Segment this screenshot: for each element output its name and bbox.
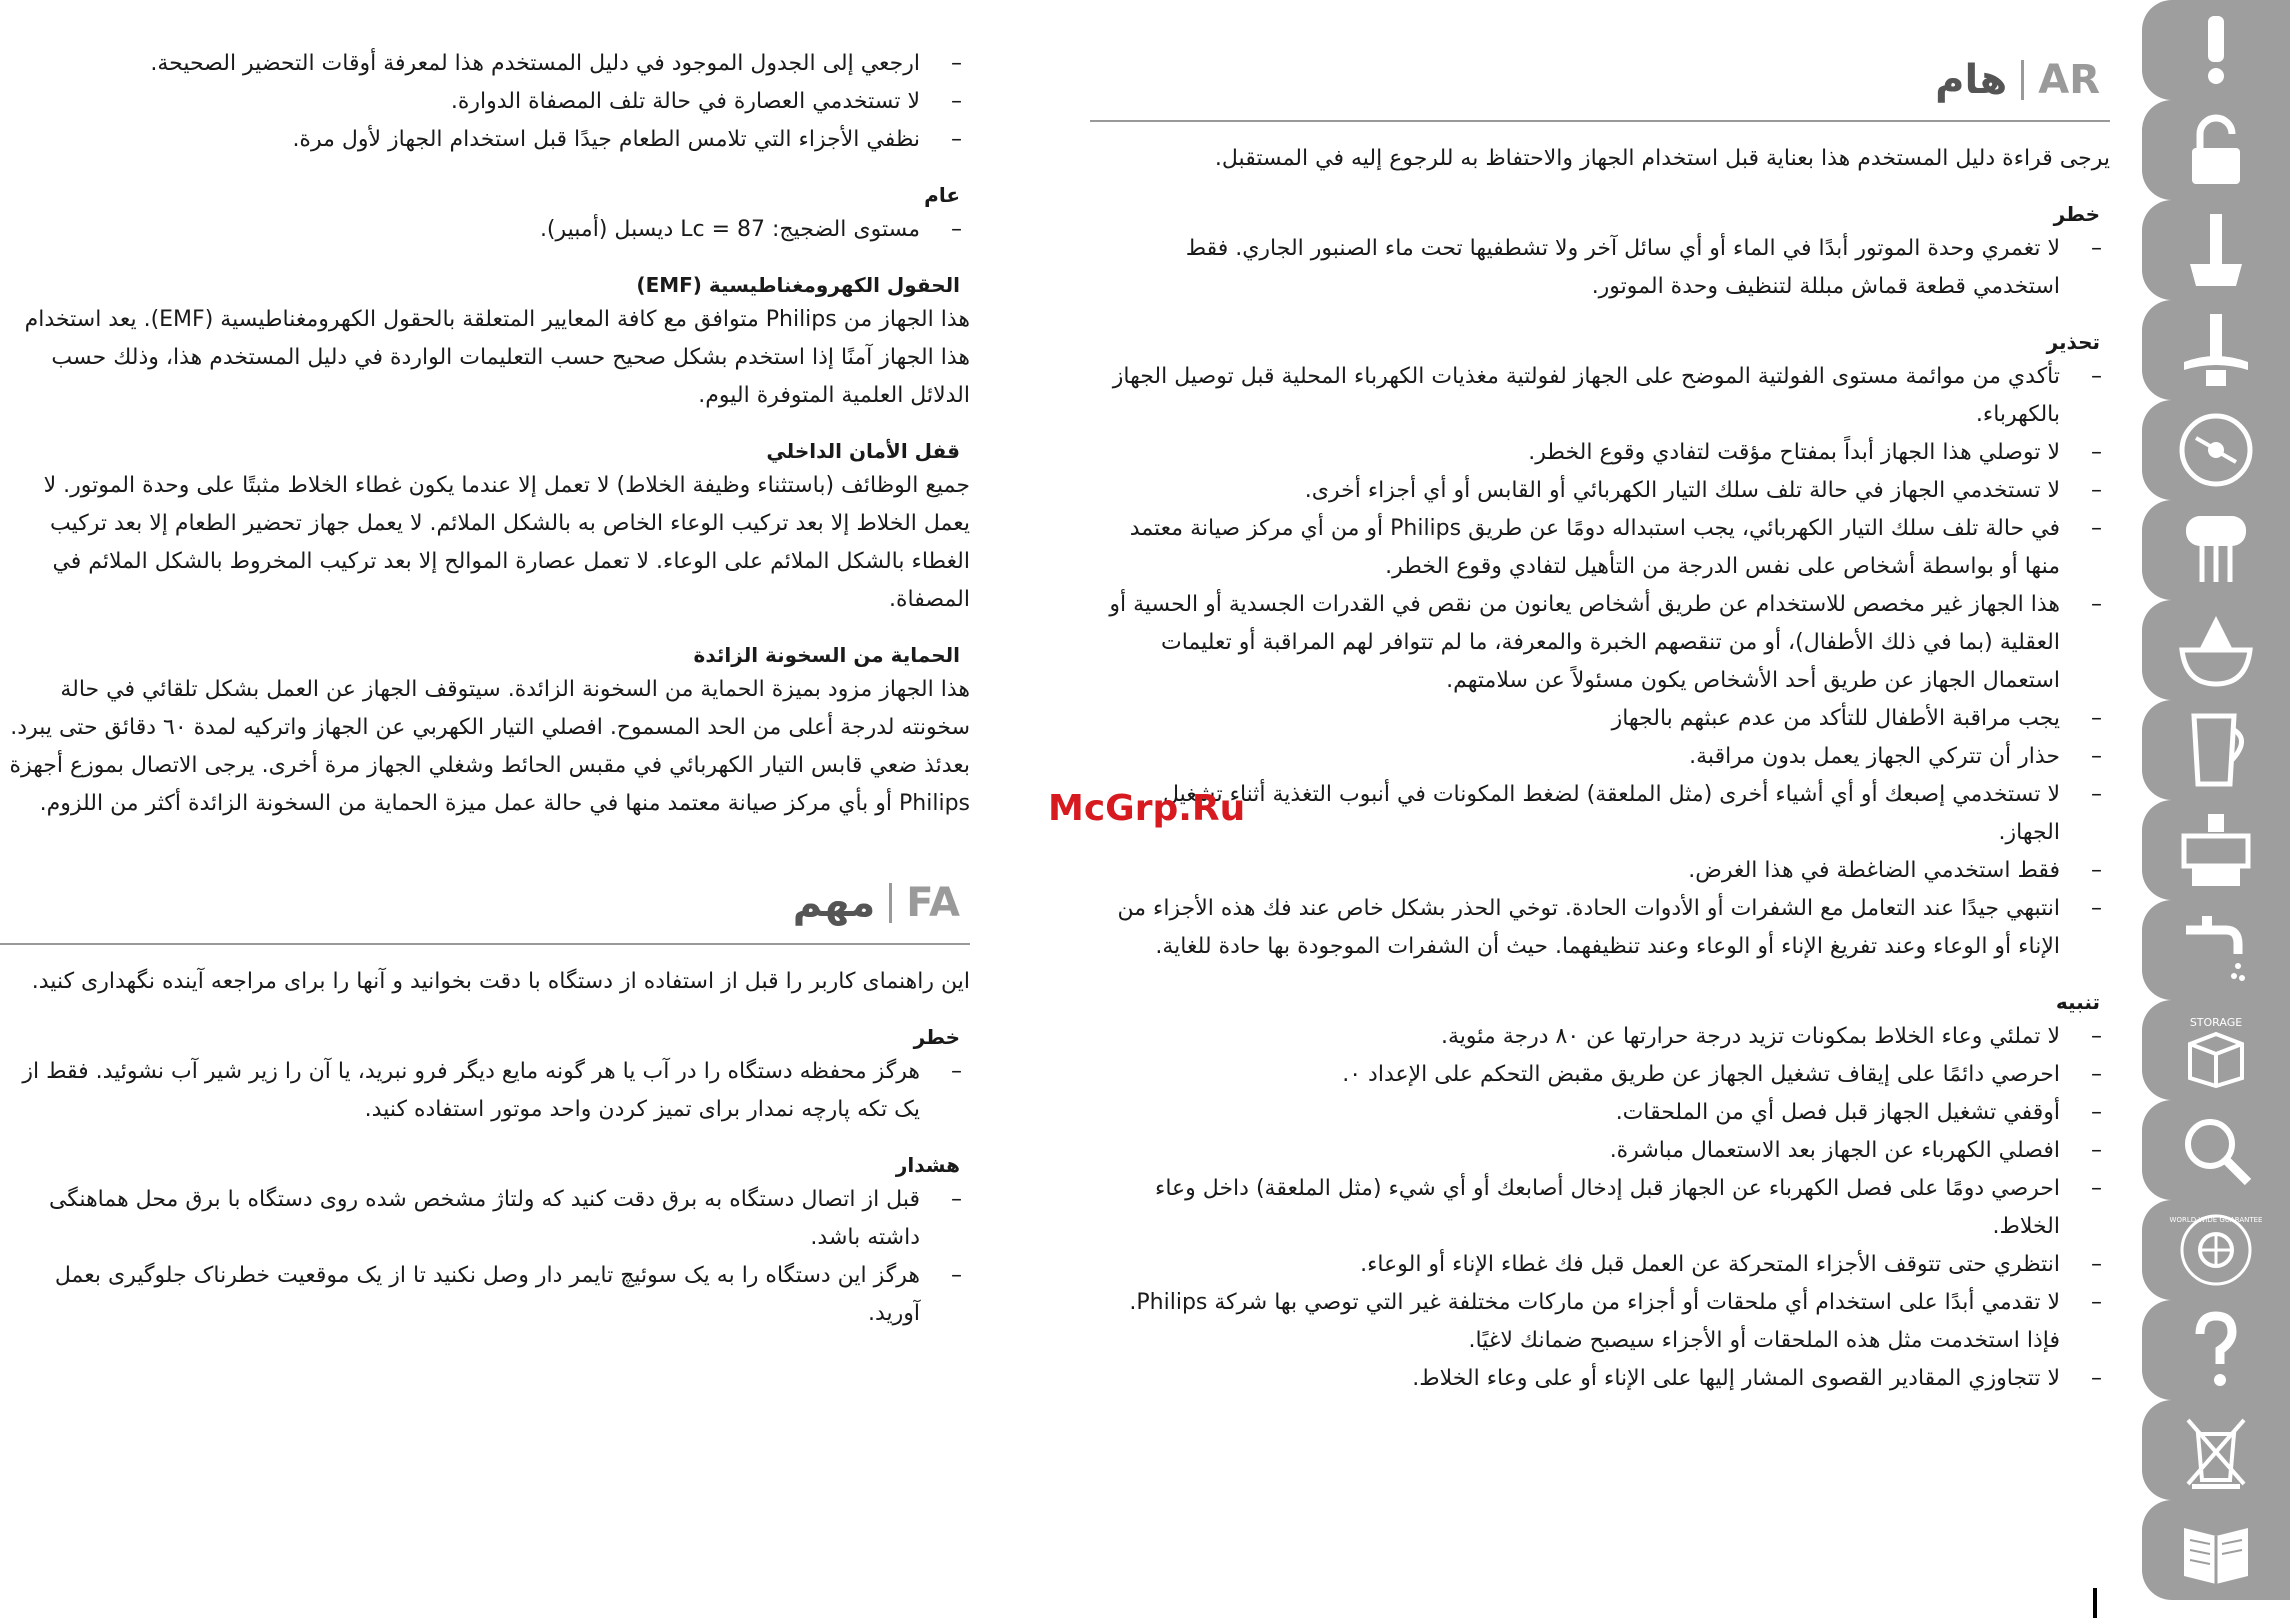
list-item: – قبل از اتصال دستگاه به برق دقت کنید که ولتاژ مشخص شده روی دستگاه با برق محل هماهنگی داشته باشد.: [0, 1181, 970, 1257]
tab-safety[interactable]: [2142, 100, 2290, 200]
fa-warning-heading: هشدار: [895, 1153, 960, 1177]
ar-emf-text: هذا الجهاز من Philips متوافق مع كافة المعايير المتعلقة بالحقول الكهرومغناطيسية (EMF). يعد استخدام هذا الجهاز آمنًا إذا استخدم بشكل صحيح حسب التعليمات الواردة في دليل المستخدم هذا، وذلك حسب الدلائل العلمية المتوفرة اليوم.: [24, 307, 970, 408]
ar-emf-heading: الحقول الكهرومغناطيسية (EMF): [636, 273, 960, 297]
list-item: – هذا الجهاز غير مخصص للاستخدام عن طريق أشخاص يعانون من نقص في القدرات الجسدية أو الحسية أو العقلية (بما في ذلك الأطفال)، أو من تنقصهم الخبرة والمعرفة، ما لم تتوافر لهم المراقبة أو تعليمات استعمال الجهاز عن طريق أحد الأشخاص يكون مسئولاً عن سلامتهم.: [1090, 586, 2110, 700]
mixer-icon: [2176, 510, 2256, 590]
title-divider: [2021, 60, 2024, 100]
list-item: – افصلي الكهرباء عن الجهاز بعد الاستعمال مباشرة.: [1090, 1132, 2110, 1170]
tab-faq[interactable]: [2142, 1300, 2290, 1400]
ar-continued-list: [0, 45, 970, 159]
tab-environment[interactable]: [2142, 1400, 2290, 1500]
ar-language-code: AR: [2038, 57, 2100, 103]
list-item: – لا تتجاوزي المقادير القصوى المشار إليها على الإناء أو على وعاء الخلاط.: [1090, 1360, 2110, 1398]
recycle-bin-icon: [2176, 1410, 2256, 1490]
ar-danger-list: [1090, 230, 2110, 306]
fa-section-title: [0, 863, 970, 945]
storage-icon: [2176, 1010, 2256, 1090]
fa-title: مهم: [792, 880, 876, 926]
question-icon: [2176, 1310, 2256, 1390]
ar-intro: يرجى قراءة دليل المستخدم هذا بعناية قبل استخدام الجهاز والاحتفاظ به للرجوع إليه في المستقبل.: [1214, 146, 2110, 171]
world-guarantee-icon: [2169, 1210, 2263, 1290]
ar-section: [1090, 40, 2110, 1398]
ar-title: هام: [1935, 57, 2008, 103]
citrus-press-icon: [2176, 610, 2256, 690]
tab-manual[interactable]: [2142, 1500, 2290, 1600]
ar-lock-text: جميع الوظائف (باستثناء وظيفة الخلاط) لا تعمل إلا عندما يكون غطاء الخلاط مثبتًا على وحدة الموتور. لا يعمل الخلاط إلا بعد تركيب الوعاء الخاص به بالشكل الملائم. لا يعمل جهاز تحضير الطعام إلا بعد تركيب الغطاء بالشكل الملائم على الوعاء. لا تعمل عصارة الموالح إلا بعد تركيب المخروط بالشكل الملائم في المصفاة.: [43, 473, 970, 612]
list-item: – هرگز این دستگاه را به یک سوئیچ تایمر دار وصل نکنید تا از یک موقعیت خطرناک جلوگیری بعمل آورید.: [0, 1257, 970, 1333]
ar-lock-heading: قفل الأمان الداخلي: [766, 439, 960, 463]
fa-danger-heading: خطر: [913, 1025, 960, 1049]
list-item: – حذار أن تتركي الجهاز يعمل بدون مراقبة.: [1090, 738, 2110, 776]
disc-icon: [2176, 410, 2256, 490]
list-item: – نظفي الأجزاء التي تلامس الطعام جيدًا قبل استخدام الجهاز لأول مرة.: [0, 121, 970, 159]
list-item: – لا توصلي هذا الجهاز أبداً بمفتاح مؤقت لتفادي وقوع الخطر.: [1090, 434, 2110, 472]
ar-section-title: [1090, 40, 2110, 122]
left-column: [0, 45, 970, 1333]
list-item: – احرصي دائمًا على إيقاف تشغيل الجهاز عن طريق مقبض التحكم على الإعداد ٠.: [1090, 1056, 2110, 1094]
ar-warning-heading: تحذير: [2046, 330, 2100, 354]
fa-warning-list: [0, 1181, 970, 1333]
magnifier-icon: [2176, 1110, 2256, 1190]
list-item: – احرصي دومًا على فصل الكهرباء عن الجهاز قبل إدخال أصابعك أو أي شيء (مثل الملعقة) داخل وعاء الخلاط.: [1090, 1170, 2110, 1246]
ar-caution-list: [1090, 1018, 2110, 1398]
ar-warning-list: [1090, 358, 2110, 966]
tab-troubleshooting-search[interactable]: [2142, 1100, 2290, 1200]
fa-intro: این راهنمای کاربر را قبل از استفاده از دستگاه با دقت بخوانید و آنها را برای مراجعه آینده نگهداری کنید.: [31, 969, 970, 994]
ar-caution-heading: تنبيه: [2055, 990, 2100, 1014]
tab-chopper[interactable]: [2142, 300, 2290, 400]
tab-disc[interactable]: [2142, 400, 2290, 500]
manual-book-icon: [2176, 1510, 2256, 1590]
storage-label: STORAGE: [2189, 1016, 2243, 1029]
list-item: – لا تستخدمي الجهاز في حالة تلف سلك التيار الكهربائي أو القابس أو أي أجزاء أخرى.: [1090, 472, 2110, 510]
list-item: – هرگز محفظه دستگاه را در آب یا هر گونه مایع دیگر فرو نبرید، یا آن را زیر شیر آب نشوئید. فقط از یک تکه پارچه نمدار برای تمیز کردن واحد موتور استفاده کنید.: [0, 1053, 970, 1129]
ar-overheat-text: هذا الجهاز مزود بميزة الحماية من السخونة الزائدة. سيتوقف الجهاز عن العمل بشكل تلقائي في حالة سخونته لدرجة أعلى من الحد المسموح. افصلي التيار الكهربي عن الجهاز واتركيه لمدة ٦٠ دقائق حتى يبرد. بعدئذ ضعي قابس التيار الكهربائي في مقبس الحائط وشغلي الجهاز مرة أخرى. يرجى الاتصال بموزع أجهزة Philips أو بأي مركز صيانة معتمد منها في حالة عمل ميزة الحماية من السخونة الزائدة أكثر من اللزوم.: [9, 677, 970, 816]
lock-icon: [2176, 110, 2256, 190]
fa-danger-list: [0, 1053, 970, 1129]
list-item: – لا تستخدمي إصبعك أو أي أشياء أخرى (مثل الملعقة) لضغط المكونات في أنبوب التغذية أثناء تشغيل الجهاز.: [1090, 776, 2110, 852]
title-divider: [889, 883, 892, 923]
list-item: – لا تستخدمي العصارة في حالة تلف المصفاة الدوارة.: [0, 83, 970, 121]
ar-danger-heading: خطر: [2053, 202, 2100, 226]
ar-general-heading: عام: [924, 183, 960, 207]
tab-citrus[interactable]: [2142, 600, 2290, 700]
tab-jug[interactable]: [2142, 700, 2290, 800]
tap-icon: [2176, 910, 2256, 990]
list-item: – مستوى الضجيج: Lc = 87 ديسبل (أمبير).: [0, 211, 970, 249]
tab-cleaning[interactable]: [2142, 900, 2290, 1000]
list-item: – انتظري حتى تتوقف الأجزاء المتحركة عن العمل قبل فك غطاء الإناء أو الوعاء.: [1090, 1246, 2110, 1284]
sidebar-tabs: [2142, 0, 2290, 1618]
tab-food-processor[interactable]: [2142, 800, 2290, 900]
tab-storage[interactable]: [2142, 1000, 2290, 1100]
ar-overheat-heading: الحماية من السخونة الزائدة: [693, 643, 960, 667]
jug-icon: [2176, 710, 2256, 790]
blender-icon: [2176, 210, 2256, 290]
fa-language-code: FA: [906, 880, 960, 926]
guarantee-label: WORLD-WIDE GUARANTEE: [2169, 1216, 2263, 1224]
tab-mixer[interactable]: [2142, 500, 2290, 600]
list-item: – تأكدي من موائمة مستوى الفولتية الموضح على الجهاز لفولتية مغذيات الكهرباء المحلية قبل توصيل الجهاز بالكهرباء.: [1090, 358, 2110, 434]
tab-blender[interactable]: [2142, 200, 2290, 300]
list-item: – أوقفي تشغيل الجهاز قبل فصل أي من الملحقات.: [1090, 1094, 2110, 1132]
food-processor-icon: [2176, 810, 2256, 890]
tab-guarantee[interactable]: [2142, 1200, 2290, 1300]
list-item: – لا تغمري وحدة الموتور أبدًا في الماء أو أي سائل آخر ولا تشطفيها تحت ماء الصنبور الجاري. فقط استخدمي قطعة قماش مبللة لتنظيف وحدة الموتور.: [1090, 230, 2110, 306]
watermark: McGrp.Ru: [1048, 788, 1246, 829]
exclamation-icon: [2176, 10, 2256, 90]
list-item: – في حالة تلف سلك التيار الكهربائي، يجب استبداله دومًا عن طريق Philips أو من أي مركز صيانة معتمد منها أو بواسطة أشخاص على نفس الدرجة من التأهيل لتفادي وقوع الخطر.: [1090, 510, 2110, 586]
list-item: – ارجعي إلى الجدول الموجود في دليل المستخدم هذا لمعرفة أوقات التحضير الصحيحة.: [0, 45, 970, 83]
list-item: – فقط استخدمي الضاغطة في هذا الغرض.: [1090, 852, 2110, 890]
page-marker: [2093, 1588, 2097, 1618]
list-item: – لا تقدمي أبدًا على استخدام أي ملحقات أو أجزاء من ماركات مختلفة غير التي توصي بها شركة Philips. فإذا استخدمت مثل هذه الملحقات أو الأجزاء سيصبح ضمانك لاغيًا.: [1090, 1284, 2110, 1360]
list-item: – انتبهي جيدًا عند التعامل مع الشفرات أو الأدوات الحادة. توخي الحذر بشكل خاص عند فك هذه الأجزاء من الإناء أو الوعاء وعند تفريغ الإناء أو الوعاء وعند تنظيفهما. حيث أن الشفرات الموجودة بها حادة للغاية.: [1090, 890, 2110, 966]
ar-general-list: [0, 211, 970, 249]
chopper-icon: [2176, 310, 2256, 390]
list-item: – يجب مراقبة الأطفال للتأكد من عدم عبثهم بالجهاز: [1090, 700, 2110, 738]
list-item: – لا تملئي وعاء الخلاط بمكونات تزيد درجة حرارتها عن ٨٠ درجة مئوية.: [1090, 1018, 2110, 1056]
tab-important[interactable]: [2142, 0, 2290, 100]
